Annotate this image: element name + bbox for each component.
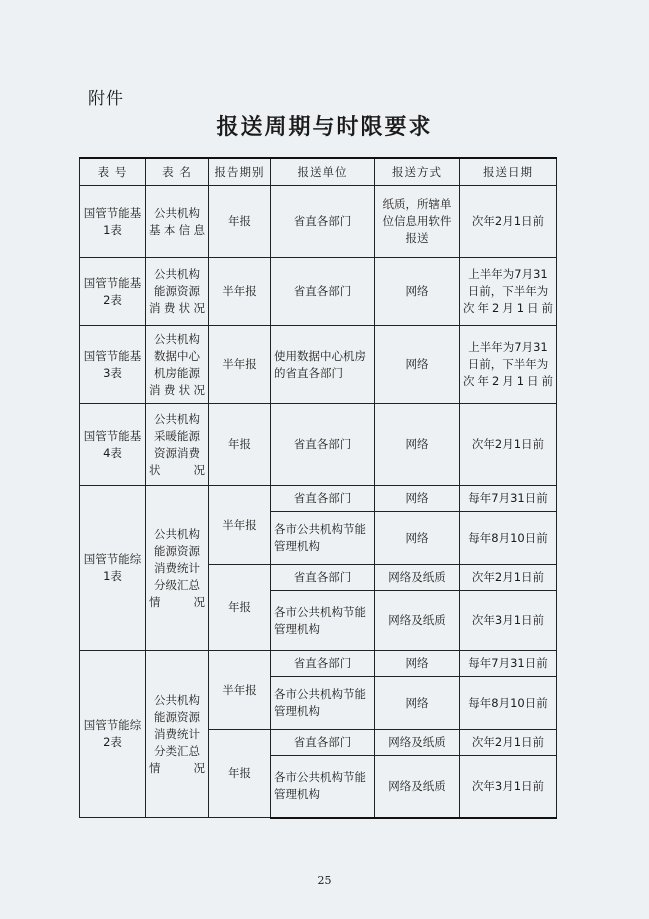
table-number-cell: 国管节能基1表	[80, 186, 146, 258]
table-number-cell: 国管节能综1表	[80, 486, 146, 651]
table-name-cell: 公共机构能源资源消费统计分级汇总情况	[146, 486, 209, 651]
report-method-cell: 网络	[375, 677, 460, 730]
reporting-unit-cell: 省直各部门	[271, 404, 375, 486]
table-number-cell: 国管节能基3表	[80, 326, 146, 404]
report-method-cell: 网络及纸质	[375, 756, 460, 818]
reporting-unit-cell: 省直各部门	[271, 258, 375, 326]
reporting-unit-cell: 各市公共机构节能管理机构	[271, 591, 375, 651]
reporting-unit-cell: 省直各部门	[271, 651, 375, 677]
table-header-row	[80, 158, 557, 186]
report-method-cell: 网络及纸质	[375, 591, 460, 651]
header-report-period: 报告期别	[209, 158, 271, 186]
reporting-unit-cell: 各市公共机构节能管理机构	[271, 756, 375, 818]
table-name-cell: 公共机构采暖能源资源消费状况	[146, 404, 209, 486]
report-method-cell: 网络及纸质	[375, 565, 460, 591]
report-period-cell: 半年报	[209, 326, 271, 404]
report-period-cell: 半年报	[209, 651, 271, 730]
page-title: 报送周期与时限要求	[216, 115, 433, 140]
header-table-name: 表 名	[146, 158, 209, 186]
reporting-unit-cell: 省直各部门	[271, 730, 375, 756]
report-period-cell: 年报	[209, 565, 271, 651]
table-number-cell: 国管节能综2表	[80, 651, 146, 818]
reporting-unit-cell: 省直各部门	[271, 486, 375, 512]
reporting-unit-cell: 使用数据中心机房的省直各部门	[271, 326, 375, 404]
reporting-unit-cell: 各市公共机构节能管理机构	[271, 677, 375, 730]
reporting-unit-cell: 省直各部门	[271, 186, 375, 258]
table-row	[80, 186, 557, 258]
report-method-cell: 网络	[375, 486, 460, 512]
report-date-cell: 次年3月1日前	[460, 591, 557, 651]
header-reporting-unit: 报送单位	[271, 158, 375, 186]
report-date-cell: 次年2月1日前	[460, 565, 557, 591]
report-method-cell: 网络	[375, 404, 460, 486]
table-row	[80, 486, 557, 512]
header-report-method: 报送方式	[375, 158, 460, 186]
report-date-cell: 每年8月10日前	[460, 677, 557, 730]
header-table-number: 表 号	[80, 158, 146, 186]
header-report-date: 报送日期	[460, 158, 557, 186]
table-name-cell: 公共机构数据中心机房能源消费状况	[146, 326, 209, 404]
report-schedule-table	[79, 157, 557, 819]
report-method-cell: 网络	[375, 258, 460, 326]
table-row	[80, 651, 557, 677]
table-row	[80, 258, 557, 326]
report-period-cell: 年报	[209, 186, 271, 258]
report-period-cell: 年报	[209, 404, 271, 486]
table-name-cell: 公共机构基本信息	[146, 186, 209, 258]
report-method-cell: 网络及纸质	[375, 730, 460, 756]
report-date-cell: 上半年为7月31日前，下半年为次年2月1日前	[460, 326, 557, 404]
table-number-cell: 国管节能基2表	[80, 258, 146, 326]
report-date-cell: 次年3月1日前	[460, 756, 557, 818]
table-row	[80, 404, 557, 486]
report-method-cell: 网络	[375, 326, 460, 404]
report-date-cell: 上半年为7月31日前，下半年为次年2月1日前	[460, 258, 557, 326]
reporting-unit-cell: 省直各部门	[271, 565, 375, 591]
report-date-cell: 次年2月1日前	[460, 186, 557, 258]
table-name-cell: 公共机构能源资源消费统计分类汇总情况	[146, 651, 209, 818]
table-number-cell: 国管节能基4表	[80, 404, 146, 486]
report-period-cell: 半年报	[209, 486, 271, 565]
table-name-cell: 公共机构能源资源消费状况	[146, 258, 209, 326]
report-period-cell: 半年报	[209, 258, 271, 326]
report-date-cell: 每年8月10日前	[460, 512, 557, 565]
attachment-label: 附件	[88, 89, 124, 109]
page-number: 25	[317, 874, 332, 887]
report-method-cell: 网络	[375, 651, 460, 677]
report-method-cell: 网络	[375, 512, 460, 565]
table-row	[80, 326, 557, 404]
report-method-cell: 纸质，所辖单位信息用软件报送	[375, 186, 460, 258]
report-date-cell: 每年7月31日前	[460, 486, 557, 512]
report-date-cell: 次年2月1日前	[460, 404, 557, 486]
reporting-unit-cell: 各市公共机构节能管理机构	[271, 512, 375, 565]
report-date-cell: 次年2月1日前	[460, 730, 557, 756]
report-date-cell: 每年7月31日前	[460, 651, 557, 677]
report-period-cell: 年报	[209, 730, 271, 818]
